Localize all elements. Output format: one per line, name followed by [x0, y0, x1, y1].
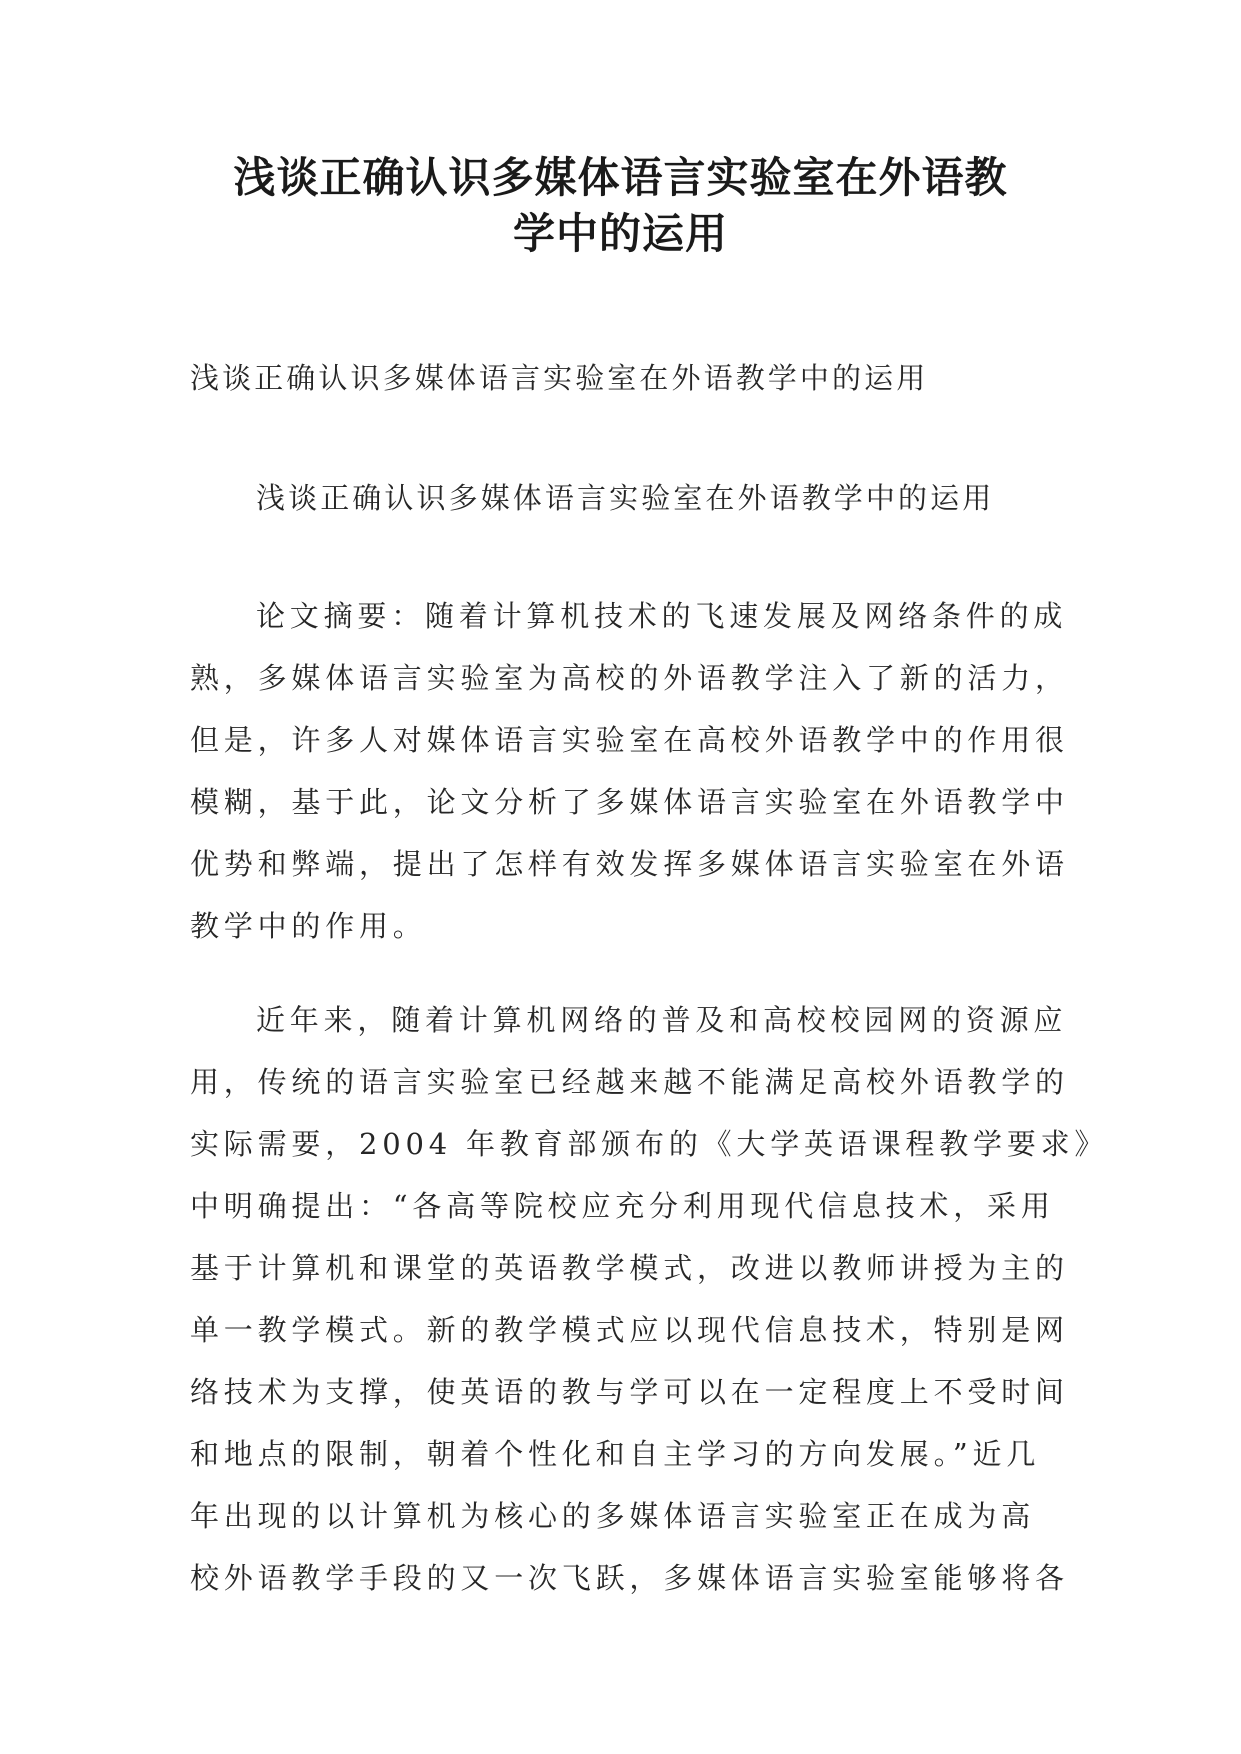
abstract-line: 熟，多媒体语言实验室为高校的外语教学注入了新的活力， — [190, 661, 1069, 695]
abstract-line: 教学中的作用。 — [190, 909, 427, 943]
body-line: 基于计算机和课堂的英语教学模式，改进以教师讲授为主的 — [190, 1251, 1069, 1285]
body-line: 近年来，随着计算机网络的普及和高校校园网的资源应 — [256, 1003, 1068, 1037]
subtitle-line: 浅谈正确认识多媒体语言实验室在外语教学中的运用 — [256, 481, 995, 515]
body-line: 年出现的以计算机为核心的多媒体语言实验室正在成为高 — [190, 1499, 1036, 1533]
body-line: 中明确提出：“各高等院校应充分利用现代信息技术，采用 — [190, 1189, 1055, 1223]
title-line: 学中的运用 — [512, 209, 728, 258]
abstract-line: 模糊，基于此，论文分析了多媒体语言实验室在外语教学中 — [190, 785, 1069, 819]
body-line: 单一教学模式。新的教学模式应以现代信息技术，特别是网 — [190, 1313, 1069, 1347]
subtitle-line: 浅谈正确认识多媒体语言实验室在外语教学中的运用 — [190, 361, 929, 395]
abstract-line: 论文摘要：随着计算机技术的飞速发展及网络条件的成 — [256, 599, 1068, 633]
body-line: 校外语教学手段的又一次飞跃，多媒体语言实验室能够将各 — [190, 1561, 1069, 1595]
abstract-line: 优势和弊端，提出了怎样有效发挥多媒体语言实验室在外语 — [190, 847, 1069, 881]
abstract-paragraph — [190, 596, 1069, 946]
body-paragraph — [190, 1000, 1109, 1598]
body-line: 和地点的限制，朝着个性化和自主学习的方向发展。”近几 — [190, 1437, 1041, 1471]
body-line: 络技术为支撑，使英语的教与学可以在一定程度上不受时间 — [190, 1375, 1069, 1409]
document-title — [150, 150, 1091, 262]
body-line: 实际需要，2004 年教育部颁布的《大学英语课程教学要求》 — [190, 1127, 1109, 1161]
title-line: 浅谈正确认识多媒体语言实验室在外语教 — [233, 153, 1008, 202]
body-line: 用，传统的语言实验室已经越来越不能满足高校外语教学的 — [190, 1065, 1069, 1099]
abstract-line: 但是，许多人对媒体语言实验室在高校外语教学中的作用很 — [190, 723, 1069, 757]
